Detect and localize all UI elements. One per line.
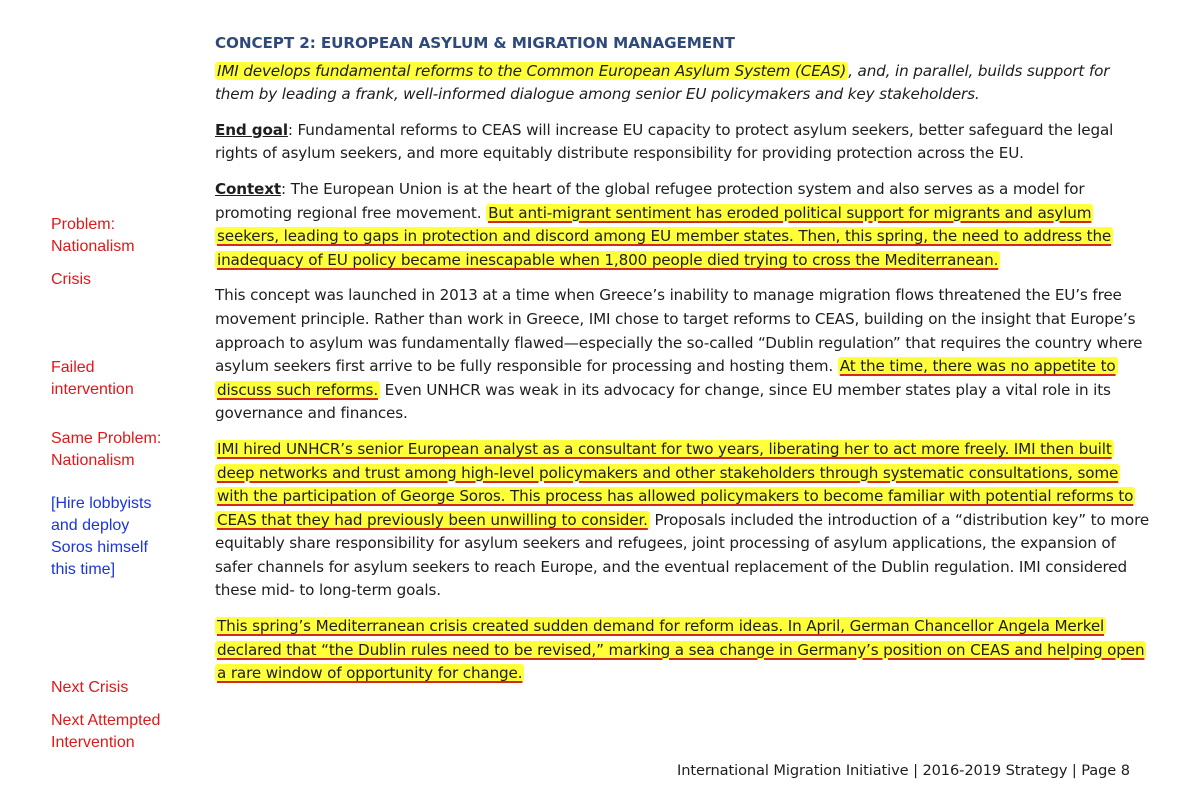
annotation-line: intervention xyxy=(51,381,134,398)
crisis-highlight: This spring’s Mediterranean crisis created sudden demand for reform ideas. In April, German Chancellor Angela Merkel declared that “the Dublin rules need to be revised,” marking a sea change in Germany’s position on CEAS and helping open a rare window of opportunity for change. xyxy=(217,617,1145,683)
end-goal-label: End goal xyxy=(215,120,288,139)
section-heading: CONCEPT 2: EUROPEAN ASYLUM & MIGRATION MANAGEMENT xyxy=(215,34,735,52)
annotation-lobbyists xyxy=(51,493,151,581)
annotation-problem xyxy=(51,214,135,258)
annotation-next-intervention xyxy=(51,710,160,754)
context-paragraph xyxy=(215,178,1150,272)
history-highlight: At the time, there was no appetite to discuss such reforms. xyxy=(217,357,1116,399)
document-body xyxy=(215,32,1150,686)
strategy-highlight: IMI hired UNHCR’s senior European analyst as a consultant for two years, liberating her to act more freely. IMI then built deep networks and trust among high-level policymakers and other stakeholders through systematic consultations, some with the participation of George Soros. This process has allowed policymakers to become familiar with potential reforms to CEAS that they had previously been unwilling to consider. xyxy=(217,439,1134,529)
end-goal-paragraph xyxy=(215,119,1150,166)
annotation-line: Nationalism xyxy=(51,452,135,469)
annotation-line: Failed xyxy=(51,359,95,376)
annotation-line: Intervention xyxy=(51,734,135,751)
intro-paragraph xyxy=(215,60,1150,107)
annotation-same-problem xyxy=(51,428,161,472)
annotation-line: Next Attempted xyxy=(51,712,161,729)
intro-highlight: IMI develops fundamental reforms to the Common European Asylum System (CEAS) xyxy=(217,61,847,80)
annotation-line: Problem: xyxy=(51,216,116,233)
annotation-line: and deploy xyxy=(51,517,130,534)
annotation-line: Nationalism xyxy=(51,238,135,255)
context-highlight: But anti-migrant sentiment has eroded political support for migrants and asylum seekers, leading to gaps in protection and discord among EU member states. Then, this spring, the need to address the inadequacy of EU policy became inescapable when 1,800 people died trying to cross the Mediterranean. xyxy=(217,203,1112,269)
intro-rest: , and, in parallel, builds support for them by leading a frank, well-informed dialogue among senior EU policymakers and key stakeholders. xyxy=(215,61,1110,104)
annotation-line: Soros himself xyxy=(51,539,148,556)
page-footer: International Migration Initiative | 2016-2019 Strategy | Page 8 xyxy=(677,762,1130,779)
crisis-paragraph xyxy=(215,615,1150,686)
annotation-failed xyxy=(51,357,134,401)
strategy-paragraph xyxy=(215,438,1150,603)
annotation-line: Same Problem: xyxy=(51,430,162,447)
annotation-line: this time] xyxy=(51,561,116,578)
annotation-next-crisis: Next Crisis xyxy=(51,679,129,696)
end-goal-text: : Fundamental reforms to CEAS will increase EU capacity to protect asylum seekers, better safeguard the legal rights of asylum seekers, and more equitably distribute responsibility for providing protection across the EU. xyxy=(215,120,1114,163)
history-text-1: This concept was launched in 2013 at a time when Greece’s inability to manage migration flows threatened the EU’s free movement principle. Rather than work in Greece, IMI chose to target reforms to CEAS, building on the insight that Europe’s approach to asylum was fundamentally flawed—especially the so-called “Dublin regulation” that requires the country where asylum seekers first arrive to be fully responsible for processing and hosting them. xyxy=(215,286,1143,376)
context-label: Context xyxy=(215,179,281,198)
history-paragraph xyxy=(215,284,1150,426)
annotation-line: [Hire lobbyists xyxy=(51,495,152,512)
history-text-2: Even UNHCR was weak in its advocacy for change, since EU member states play a vital role in its governance and finances. xyxy=(215,380,1111,423)
context-text: : The European Union is at the heart of the global refugee protection system and also serves as a model for promoting regional free movement. xyxy=(215,179,1085,222)
annotation-crisis: Crisis xyxy=(51,271,91,288)
strategy-text: Proposals included the introduction of a “distribution key” to more equitably share responsibility for asylum seekers and refugees, joint processing of asylum applications, the expansion of safer channels for asylum seekers to reach Europe, and the eventual replacement of the Dublin regulation. IMI considered these mid- to long-term goals. xyxy=(215,510,1150,600)
